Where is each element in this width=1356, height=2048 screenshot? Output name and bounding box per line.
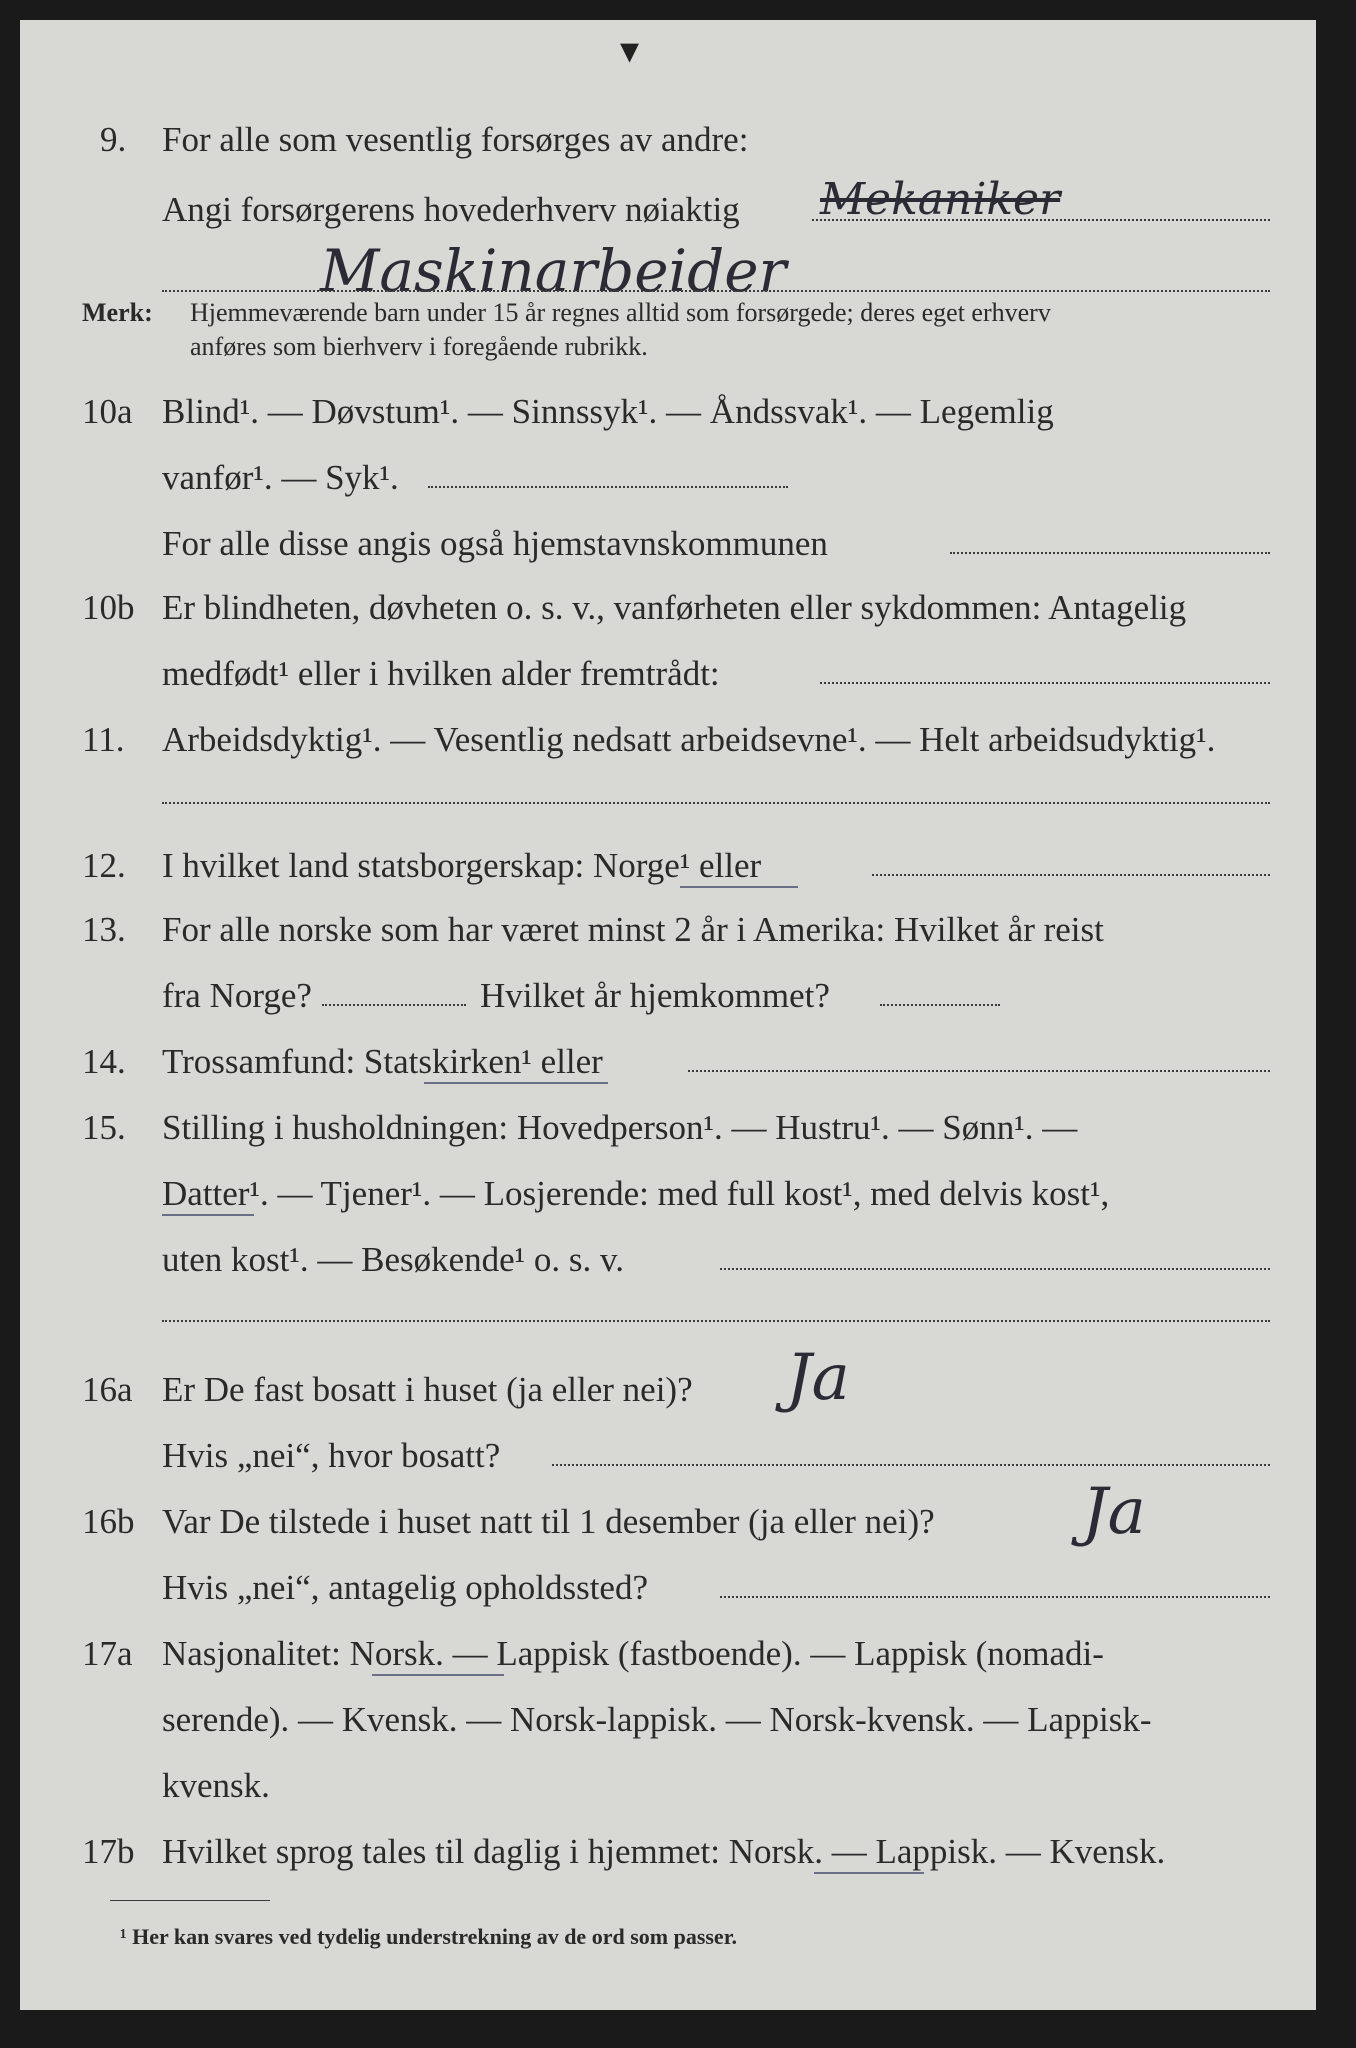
q17b-line1: Hvilket sprog tales til daglig i hjemmet: Norsk. — Lappisk. — Kvensk. xyxy=(162,1832,1166,1871)
q9-number: 9. xyxy=(100,120,127,159)
q16a-handwritten-answer[interactable]: Ja xyxy=(786,1341,850,1415)
q16b-number: 16b xyxy=(82,1502,135,1541)
q9-struck-answer: Mekaniker xyxy=(820,174,1061,225)
q16a-dotted-line xyxy=(552,1464,1270,1466)
q15-line1: Stilling i husholdningen: Hovedperson¹. — Hustru¹. — Sønn¹. — xyxy=(162,1108,1078,1147)
q16b-line2: Hvis „nei“, antagelig opholdssted? xyxy=(162,1568,648,1607)
q15-line3: uten kost¹. — Besøkende¹ o. s. v. xyxy=(162,1240,625,1279)
q17b-number: 17b xyxy=(82,1832,135,1871)
q10b-line1: Er blindheten, døvheten o. s. v., vanførheten eller sykdommen: Antagelig xyxy=(162,588,1187,627)
q12-line1: I hvilket land statsborgerskap: Norge¹ eller xyxy=(162,846,762,885)
q17a-line1: Nasjonalitet: Norsk. — Lappisk (fastboende). — Lappisk (nomadi- xyxy=(162,1634,1104,1673)
q13-line2b: Hvilket år hjemkommet? xyxy=(480,976,830,1015)
q12-norge-underline xyxy=(680,886,798,888)
q15-dotted-line-2 xyxy=(162,1320,1270,1322)
q14-line1: Trossamfund: Statskirken¹ eller xyxy=(162,1042,603,1081)
q13-dotted-line-1 xyxy=(322,1004,466,1006)
footnote-rule xyxy=(110,1900,270,1901)
q16a-line2: Hvis „nei“, hvor bosatt? xyxy=(162,1436,501,1475)
q16b-dotted-line xyxy=(720,1596,1270,1598)
q10a-number: 10a xyxy=(82,392,133,431)
q10a-line3: For alle disse angis også hjemstavnskommunen xyxy=(162,524,828,563)
q12-number: 12. xyxy=(82,846,126,885)
q9-handwritten-answer[interactable]: Maskinarbeider xyxy=(320,237,787,305)
q13-number: 13. xyxy=(82,910,126,949)
q11-dotted-line xyxy=(162,802,1270,804)
q14-dotted-line xyxy=(688,1070,1270,1072)
merk-label: Merk: xyxy=(82,298,153,327)
census-form-page xyxy=(20,20,1316,2010)
q16b-handwritten-answer[interactable]: Ja xyxy=(1082,1475,1146,1549)
q17a-line3: kvensk. xyxy=(162,1766,270,1805)
q10a-dotted-line-1 xyxy=(428,486,788,488)
q10b-dotted-line xyxy=(820,682,1270,684)
q11-number: 11. xyxy=(82,720,125,759)
q10a-line2: vanfør¹. — Syk¹. xyxy=(162,458,399,497)
q16a-line1: Er De fast bosatt i huset (ja eller nei)? xyxy=(162,1370,693,1409)
merk-line1: Hjemmeværende barn under 15 år regnes alltid som forsørgede; deres eget erhverv xyxy=(190,298,1051,327)
q15-dotted-line-1 xyxy=(720,1268,1270,1270)
q10a-dotted-line-2 xyxy=(950,552,1270,554)
q12-dotted-line xyxy=(872,874,1270,876)
q17a-number: 17a xyxy=(82,1634,133,1673)
q13-dotted-line-2 xyxy=(880,1004,1000,1006)
q14-statskirken-underline xyxy=(424,1082,608,1084)
q17a-line2: serende). — Kvensk. — Norsk-lappisk. — Norsk-kvensk. — Lappisk- xyxy=(162,1700,1152,1739)
q14-number: 14. xyxy=(82,1042,126,1081)
q13-line2a: fra Norge? xyxy=(162,976,312,1015)
q16b-line1: Var De tilstede i huset natt til 1 desember (ja eller nei)? xyxy=(162,1502,935,1541)
q17a-norsk-underline xyxy=(372,1674,504,1676)
footnote: ¹ Her kan svares ved tydelig understrekning av de ord som passer. xyxy=(120,1924,737,1949)
q11-line1: Arbeidsdyktig¹. — Vesentlig nedsatt arbeidsevne¹. — Helt arbeidsudyktig¹. xyxy=(162,720,1216,759)
q9-line2: Angi forsørgerens hovederhverv nøiaktig xyxy=(162,190,740,229)
q13-line1: For alle norske som har været minst 2 år i Amerika: Hvilket år reist xyxy=(162,910,1104,949)
q10b-number: 10b xyxy=(82,588,135,627)
q9-line1: For alle som vesentlig forsørges av andre: xyxy=(162,120,749,159)
top-mark: ▾ xyxy=(620,30,640,72)
q15-line2: Datter¹. — Tjener¹. — Losjerende: med full kost¹, med delvis kost¹, xyxy=(162,1174,1110,1213)
q17b-norsk-underline xyxy=(814,1872,924,1874)
q16a-number: 16a xyxy=(82,1370,133,1409)
q10a-line1: Blind¹. — Døvstum¹. — Sinnssyk¹. — Åndssvak¹. — Legemlig xyxy=(162,392,1054,431)
merk-line2: anføres som bierhverv i foregående rubrikk. xyxy=(190,332,648,361)
q15-number: 15. xyxy=(82,1108,126,1147)
q15-datter-underline xyxy=(162,1214,254,1216)
q10b-line2: medfødt¹ eller i hvilken alder fremtrådt: xyxy=(162,654,720,693)
q9-dotted-line-2 xyxy=(162,290,1270,292)
